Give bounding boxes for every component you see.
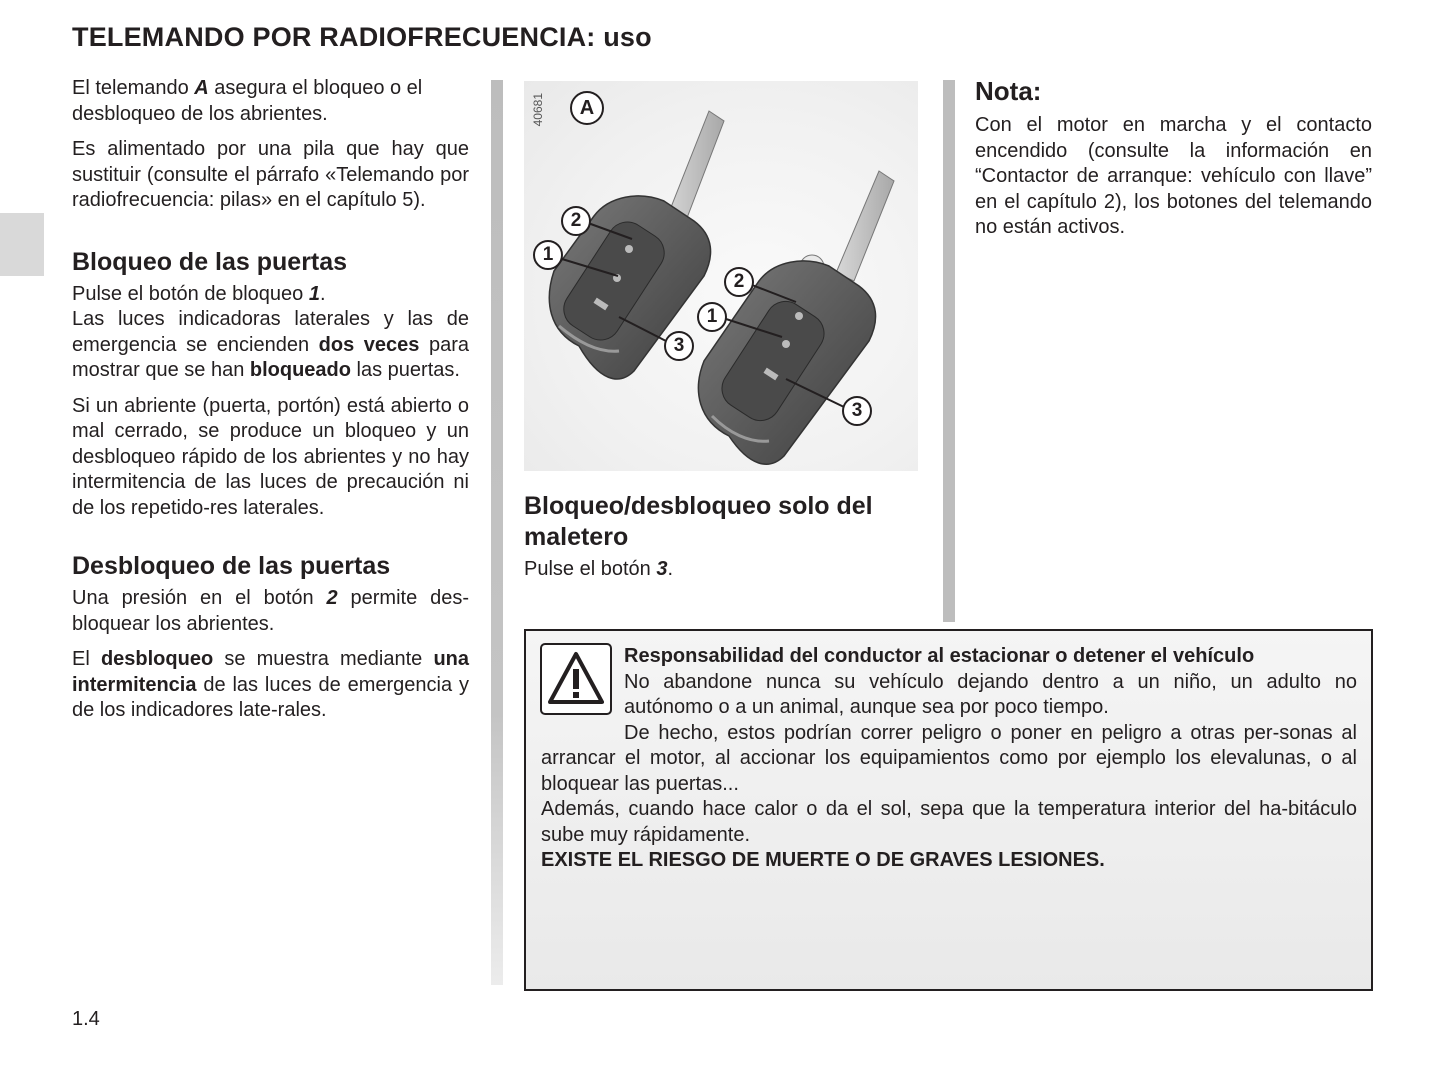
warning-line-2: autónomo o a un animal, aunque sea por poco tiempo. (624, 696, 1109, 718)
lock-instruction: Pulse el botón de bloqueo 1. (72, 282, 326, 305)
warning-icon-frame (540, 643, 612, 715)
figure-letter-a: A (570, 91, 604, 125)
right-column (975, 76, 1372, 251)
column-divider-left (491, 80, 503, 985)
warning-paragraph-heat: Además, cuando hace calor o da el sol, sepa que la temperatura interior del ha-bitáculo sube muy rápidamente. (541, 798, 1357, 846)
warning-triangle-icon (548, 651, 604, 707)
trunk-instruction: Pulse el botón 3. (524, 558, 674, 580)
callout-2-left: 2 (561, 206, 591, 236)
trunk-heading: Bloqueo/desbloqueo solo del maletero (524, 492, 873, 551)
figure-reference-number: 40681 (531, 93, 545, 127)
column-divider-right (943, 80, 955, 622)
callout-3-right: 3 (842, 396, 872, 426)
lock-lights-paragraph: Las luces indicadoras laterales y las de emergencia se encienden dos veces para mostrar que se han bloqueado las puertas. (72, 308, 469, 381)
callout-1-left: 1 (533, 240, 563, 270)
page-title: TELEMANDO POR RADIOFRECUENCIA: uso (72, 22, 652, 52)
warning-body (541, 721, 1357, 874)
unlock-instruction: Una presión en el botón 2 permite des-bloquear los abrientes. (72, 587, 469, 635)
warning-line-1: No abandone nunca su vehículo dejando dentro a un niño, un adulto no (624, 670, 1357, 693)
lock-doors-heading: Bloqueo de las puertas (72, 247, 348, 276)
page-number: 1.4 (72, 1008, 100, 1030)
lock-open-door-paragraph: Si un abriente (puerta, portón) está abierto o mal cerrado, se produce un bloqueo y un desbloqueo rápido de los abrientes y no hay intermitencia de las luces de precaución ni de los repetido-res laterales. (72, 394, 469, 519)
warning-box (524, 629, 1373, 991)
middle-column (524, 81, 918, 593)
remote-key-illustration (524, 81, 918, 471)
unlock-doors-heading: Desbloqueo de las puertas (72, 552, 391, 580)
remote-ref-a: A (194, 77, 209, 99)
intro-paragraph: El telemando A asegura el bloqueo o el desbloqueo de los abrientes. (72, 77, 423, 125)
callout-2-right: 2 (724, 267, 754, 297)
warning-title: Responsabilidad del conductor al estacionar o detener el vehículo (624, 645, 1255, 667)
warning-paragraph-danger: De hecho, estos podrían correr peligro o poner en peligro a otras per-sonas al arrancar el motor, al accionar los equipamientos como por ejemplo los elevalunas, o al bloquear las puertas... (541, 721, 1357, 795)
callout-3-left: 3 (664, 331, 694, 361)
callout-1-right: 1 (697, 302, 727, 332)
battery-paragraph: Es alimentado por una pila que hay que sustituir (consulte el párrafo «Telemando por radiofrecuencia: pilas» en el capítulo 5). (72, 138, 469, 211)
note-text: Con el motor en marcha y el contacto encendido (consulte la información en “Contactor de arranque: vehículo con llave” en el capítulo 2), los botones del telemando no están activos. (975, 114, 1372, 238)
left-key (549, 111, 724, 379)
warning-paragraph-risk: EXISTE EL RIESGO DE MUERTE O DE GRAVES LESIONES. (541, 849, 1105, 871)
note-heading: Nota: (975, 76, 1042, 106)
chapter-tab-marker (0, 213, 44, 276)
left-column (72, 76, 469, 734)
unlock-lights-paragraph: El desbloqueo se muestra mediante una intermitencia de las luces de emergencia y de los indicadores late-rales. (72, 648, 469, 721)
